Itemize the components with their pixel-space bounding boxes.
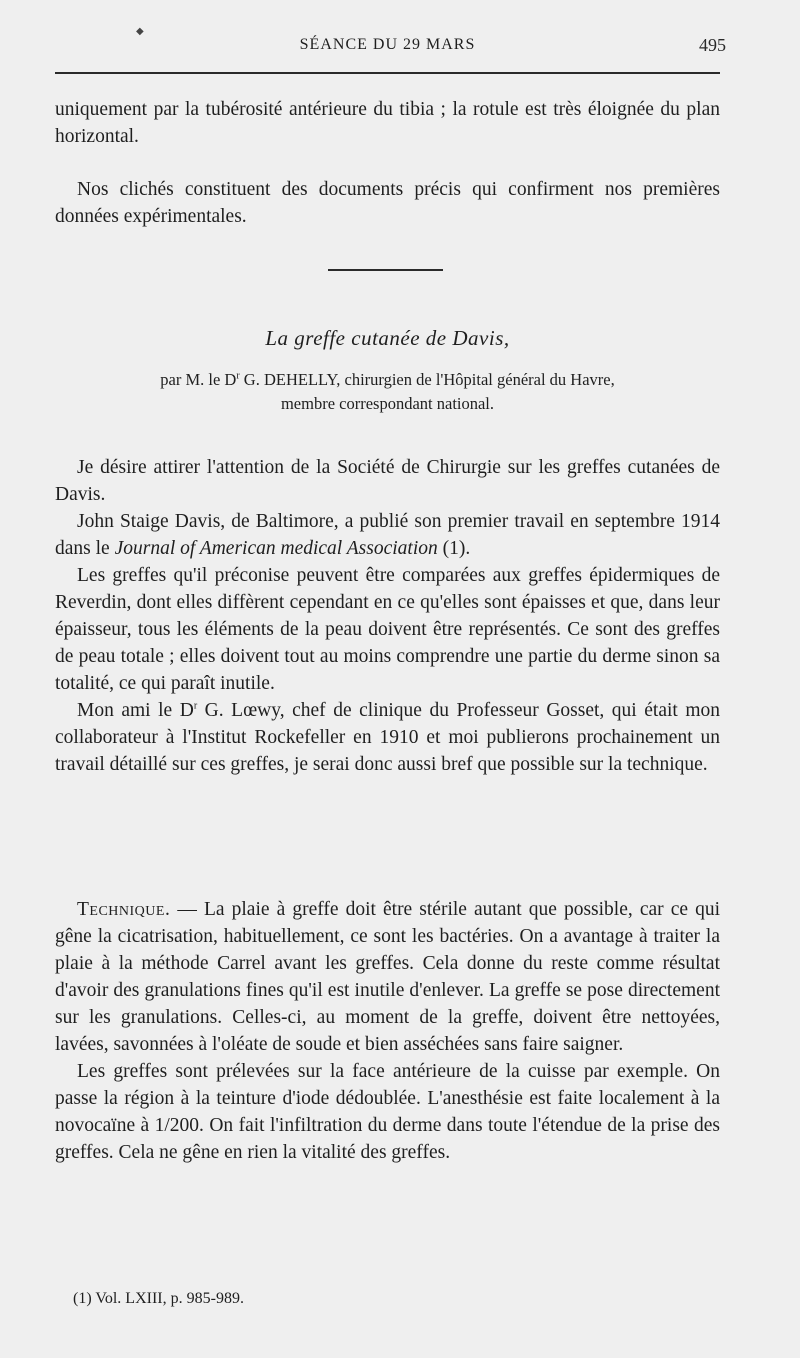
header-rule (55, 72, 720, 74)
technique-text: — La plaie à greffe doit être stérile autant que possible, car ce qui gêne la cicatrisation, habituellement, ce sont les bactéries. On a avantage à traiter la plaie à la méthode Carrel avant les greffes. Cela donne du reste comme résultat d'avoir des granulations fines qu'il est inutile d'enlever. La greffe se pose directement sur les granulations. Celles-ci, au moment de la greffe, doivent être nettoyées, lavées, savonnées à l'oléate de soude et bien asséchées sans faire saigner. (55, 899, 720, 1055)
author-title-sup: r (236, 370, 240, 382)
running-header-title: SÉANCE DU 29 MARS (299, 36, 476, 53)
author-line (55, 368, 720, 416)
printer-bullet-mark: ◆ (136, 26, 144, 37)
article-body (55, 454, 720, 778)
continuation-text (55, 96, 720, 150)
author-affiliation: membre correspondant national. (280, 394, 495, 413)
journal-title: Journal of American medical Association (114, 538, 438, 559)
technique-paragraph (55, 896, 720, 1058)
body-paragraph-3: Les greffes qu'il préconise peuvent être comparées aux greffes épidermiques de Reverdin, dont elles diffèrent cependant en ce qu'elles sont épaisses et que, dans leur épaisseur, tous les éléments de la peau doivent être représentés. Ce sont des greffes de peau totale ; elles doivent tout au moins comprendre une partie du derme sinon sa totalité, ce qui paraît inutile. (55, 565, 720, 694)
footnote: (1) Vol. LXIII, p. 985-989. (73, 1290, 244, 1307)
technique-section (55, 896, 720, 1166)
body-paragraph-4-start: Mon ami le D (77, 700, 194, 721)
body-paragraph-1: Je désire attirer l'attention de la Société de Chirurgie sur les greffes cutanées de Davis. (55, 457, 720, 505)
continuation-paragraph: uniquement par la tubérosité antérieure du tibia ; la rotule est très éloignée du plan horizontal. (55, 99, 720, 147)
body-paragraph-2 (55, 508, 720, 562)
body-paragraph-2-text: John Staige Davis, de Baltimore, a publié son premier travail en septembre 1914 dans le (55, 511, 720, 559)
section-separator (328, 269, 443, 271)
author-name: G. DEHELLY, chirurgien de l'Hôpital général du Havre, (239, 370, 615, 389)
grafts-paragraph: Les greffes sont prélevées sur la face antérieure de la cuisse par exemple. On passe la région à la teinture d'iode dédoublée. L'anesthésie est faite localement à la novocaïne à 1/200. On fait l'infiltration du derme dans toute l'étendue de la prise des greffes. Cela ne gêne en rien la vitalité des greffes. (55, 1061, 720, 1163)
conclusion-text (55, 176, 720, 230)
doctor-title-sup: r (193, 700, 198, 712)
conclusion-paragraph: Nos clichés constituent des documents précis qui confirment nos premières données expérimentales. (55, 179, 720, 227)
page-number: 495 (699, 35, 726, 55)
footnote-reference: (1). (437, 538, 471, 559)
body-paragraph-4 (55, 697, 720, 778)
body-paragraph-4-text: G. Lœwy, chef de clinique du Professeur Gosset, qui était mon collaborateur à l'Institut Rockefeller en 1910 et moi publierons prochainement un travail détaillé sur ces greffes, je serai donc aussi bref que possible sur la technique. (55, 700, 720, 775)
author-prefix: par M. le D (160, 370, 237, 389)
article-title: La greffe cutanée de Davis, (265, 326, 510, 350)
technique-heading: Technique. (77, 899, 171, 920)
running-header (55, 35, 726, 60)
